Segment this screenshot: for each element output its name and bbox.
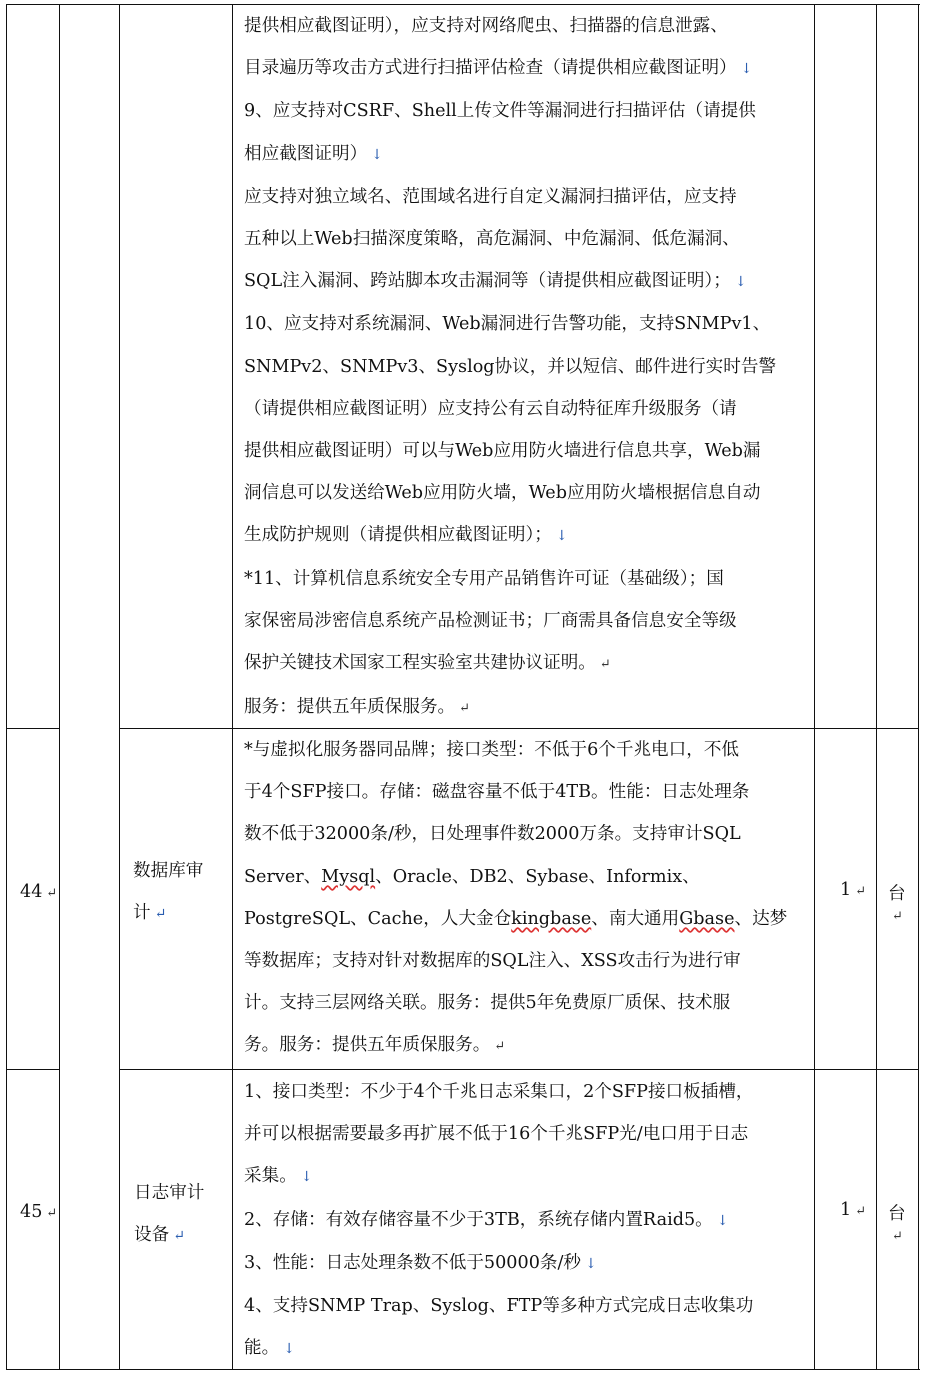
paragraph-mark: ↵ [855, 884, 867, 899]
paragraph-mark: ↵ [173, 1228, 185, 1244]
spec-line: 洞信息可以发送给Web应用防火墙，Web应用防火墙根据信息自动 [244, 483, 761, 504]
spec-line: 保护关键技术国家工程实验室共建协议证明。 ↵ [244, 653, 611, 674]
spec-line: 服务：提供五年质保服务。 ↵ [244, 697, 471, 718]
quantity-cell [840, 880, 866, 900]
spec-line: 提供相应截图证明），应支持对网络爬虫、扫描器的信息泄露、 [244, 16, 728, 36]
col-line [6, 4, 7, 1370]
spec-line: 应支持对独立域名、范围域名进行自定义漏洞扫描评估，应支持 [244, 186, 737, 207]
spec-lines [244, 1071, 814, 1370]
row-index-cell [20, 1202, 57, 1222]
spec-line: 1、接口类型：不少于4个千兆日志采集口，2个SFP接口板插槽， [244, 1082, 754, 1102]
spec-table [6, 4, 920, 1370]
item-name-line: 数据库审 [133, 861, 204, 881]
unit-cell [888, 1200, 920, 1245]
paragraph-mark: ↵ [494, 1039, 506, 1055]
spec-line: 生成防护规则（请提供相应截图证明）； ↓ [244, 525, 568, 546]
spec-line: Server、Mysql、Oracle、DB2、Sybase、Informix、 [244, 866, 700, 887]
item-name-line: 计 [133, 903, 151, 923]
quantity: 1 [840, 880, 852, 900]
paragraph-mark: ↓ [734, 274, 747, 291]
col-line [232, 4, 233, 1370]
spec-line: SQL注入漏洞、跨站脚本攻击漏洞等（请提供相应截图证明）； ↓ [244, 271, 747, 292]
spec-line: 务。服务：提供五年质保服务。 ↵ [244, 1035, 506, 1056]
quantity: 1 [840, 1200, 852, 1220]
spellcheck-word: kingbase [511, 908, 592, 929]
spec-line: 计。支持三层网络关联。服务：提供5年免费原厂质保、技术服 [244, 993, 731, 1014]
row-index: 44 [20, 882, 43, 902]
spec-line: 并可以根据需要最多再扩展不低于16个千兆SFP光/电口用于日志 [244, 1124, 749, 1145]
spec-line: 于4个SFP接口。存储：磁盘容量不低于4TB。性能：日志处理条 [244, 782, 750, 803]
paragraph-mark: ↓ [283, 1341, 295, 1358]
spec-cell [244, 5, 814, 730]
col-line [814, 4, 815, 1370]
paragraph-mark: ↓ [555, 528, 568, 545]
col-line [119, 4, 120, 1370]
spec-line: 10、应支持对系统漏洞、Web漏洞进行告警功能，支持SNMPv1、 [244, 314, 771, 335]
paragraph-mark: ↵ [459, 701, 471, 717]
col-line [59, 4, 60, 1370]
spec-line: 家保密局涉密信息系统产品检测证书；厂商需具备信息安全等级 [244, 610, 737, 631]
spec-line: 相应截图证明） ↓ [244, 143, 383, 164]
item-name-line: 日志审计 [134, 1183, 205, 1203]
paragraph-mark: ↓ [716, 1212, 729, 1229]
spec-cell [244, 729, 814, 1069]
paragraph-mark: ↵ [892, 1229, 903, 1244]
col-line [918, 4, 919, 1370]
unit-cell [888, 880, 920, 925]
spec-line: 提供相应截图证明）可以与Web应用防火墙进行信息共享，Web漏 [244, 441, 761, 462]
spellcheck-word: Gbase [679, 908, 735, 929]
spec-line: （请提供相应截图证明）应支持公有云自动特征库升级服务（请 [244, 398, 737, 419]
spec-line: 目录遍历等攻击方式进行扫描评估检查（请提供相应截图证明） ↓ [244, 58, 753, 79]
spellcheck-word: Mysql [321, 866, 376, 887]
spec-line: SNMPv2、SNMPv3、Syslog协议，并以短信、邮件进行实时告警 [244, 356, 777, 377]
col-line [876, 4, 877, 1370]
row-divider [6, 1069, 59, 1070]
spec-line: 9、应支持对CSRF、Shell上传文件等漏洞进行扫描评估（请提供 [244, 101, 756, 122]
item-name-cell [133, 850, 203, 935]
spec-line: 等数据库；支持对针对数据库的SQL注入、XSS攻击行为进行审 [244, 951, 741, 972]
spec-line: 能。 ↓ [244, 1338, 295, 1359]
spec-lines [244, 5, 814, 730]
paragraph-mark: ↓ [740, 61, 753, 78]
paragraph-mark: ↵ [892, 909, 903, 924]
item-name-line: 设备 [134, 1225, 170, 1245]
spec-line: 数不低于32000条/秒，日处理事件数2000万条。支持审计SQL [244, 824, 741, 845]
spec-line: 4、支持SNMP Trap、Syslog、FTP等多种方式完成日志收集功 [244, 1296, 754, 1317]
spec-line: *11、计算机信息系统安全专用产品销售许可证（基础级）；国 [244, 568, 724, 589]
spec-lines [244, 729, 814, 1069]
spec-cell [244, 1071, 814, 1370]
paragraph-mark: ↵ [46, 1206, 58, 1221]
item-name-cell [134, 1172, 204, 1257]
row-index-cell [20, 882, 57, 902]
row-divider [119, 1069, 919, 1070]
spec-line: 采集。 ↓ [244, 1166, 313, 1187]
unit: 台 [888, 884, 906, 904]
spec-line: 2、存储：有效存储容量不少于3TB，系统存储内置Raid5。 ↓ [244, 1209, 729, 1230]
paragraph-mark: ↵ [599, 657, 611, 673]
paragraph-mark: ↵ [46, 886, 58, 901]
row-index: 45 [20, 1202, 43, 1222]
row-divider [6, 728, 59, 729]
quantity-cell [840, 1200, 866, 1220]
paragraph-mark: ↵ [855, 1204, 867, 1219]
unit: 台 [888, 1204, 906, 1224]
spec-line: PostgreSQL、Cache，人大金仓kingbase、南大通用Gbase、达梦 [244, 908, 788, 929]
spec-line: 五种以上Web扫描深度策略，高危漏洞、中危漏洞、低危漏洞、 [244, 229, 740, 250]
paragraph-mark: ↓ [300, 1169, 313, 1186]
spec-line: 3、性能：日志处理条数不低于50000条/秒 ↓ [244, 1252, 597, 1273]
paragraph-mark: ↵ [154, 906, 167, 922]
spec-line: *与虚拟化服务器同品牌；接口类型：不低于6个千兆电口，不低 [244, 740, 740, 760]
paragraph-mark: ↓ [371, 146, 383, 163]
paragraph-mark: ↓ [585, 1255, 597, 1272]
